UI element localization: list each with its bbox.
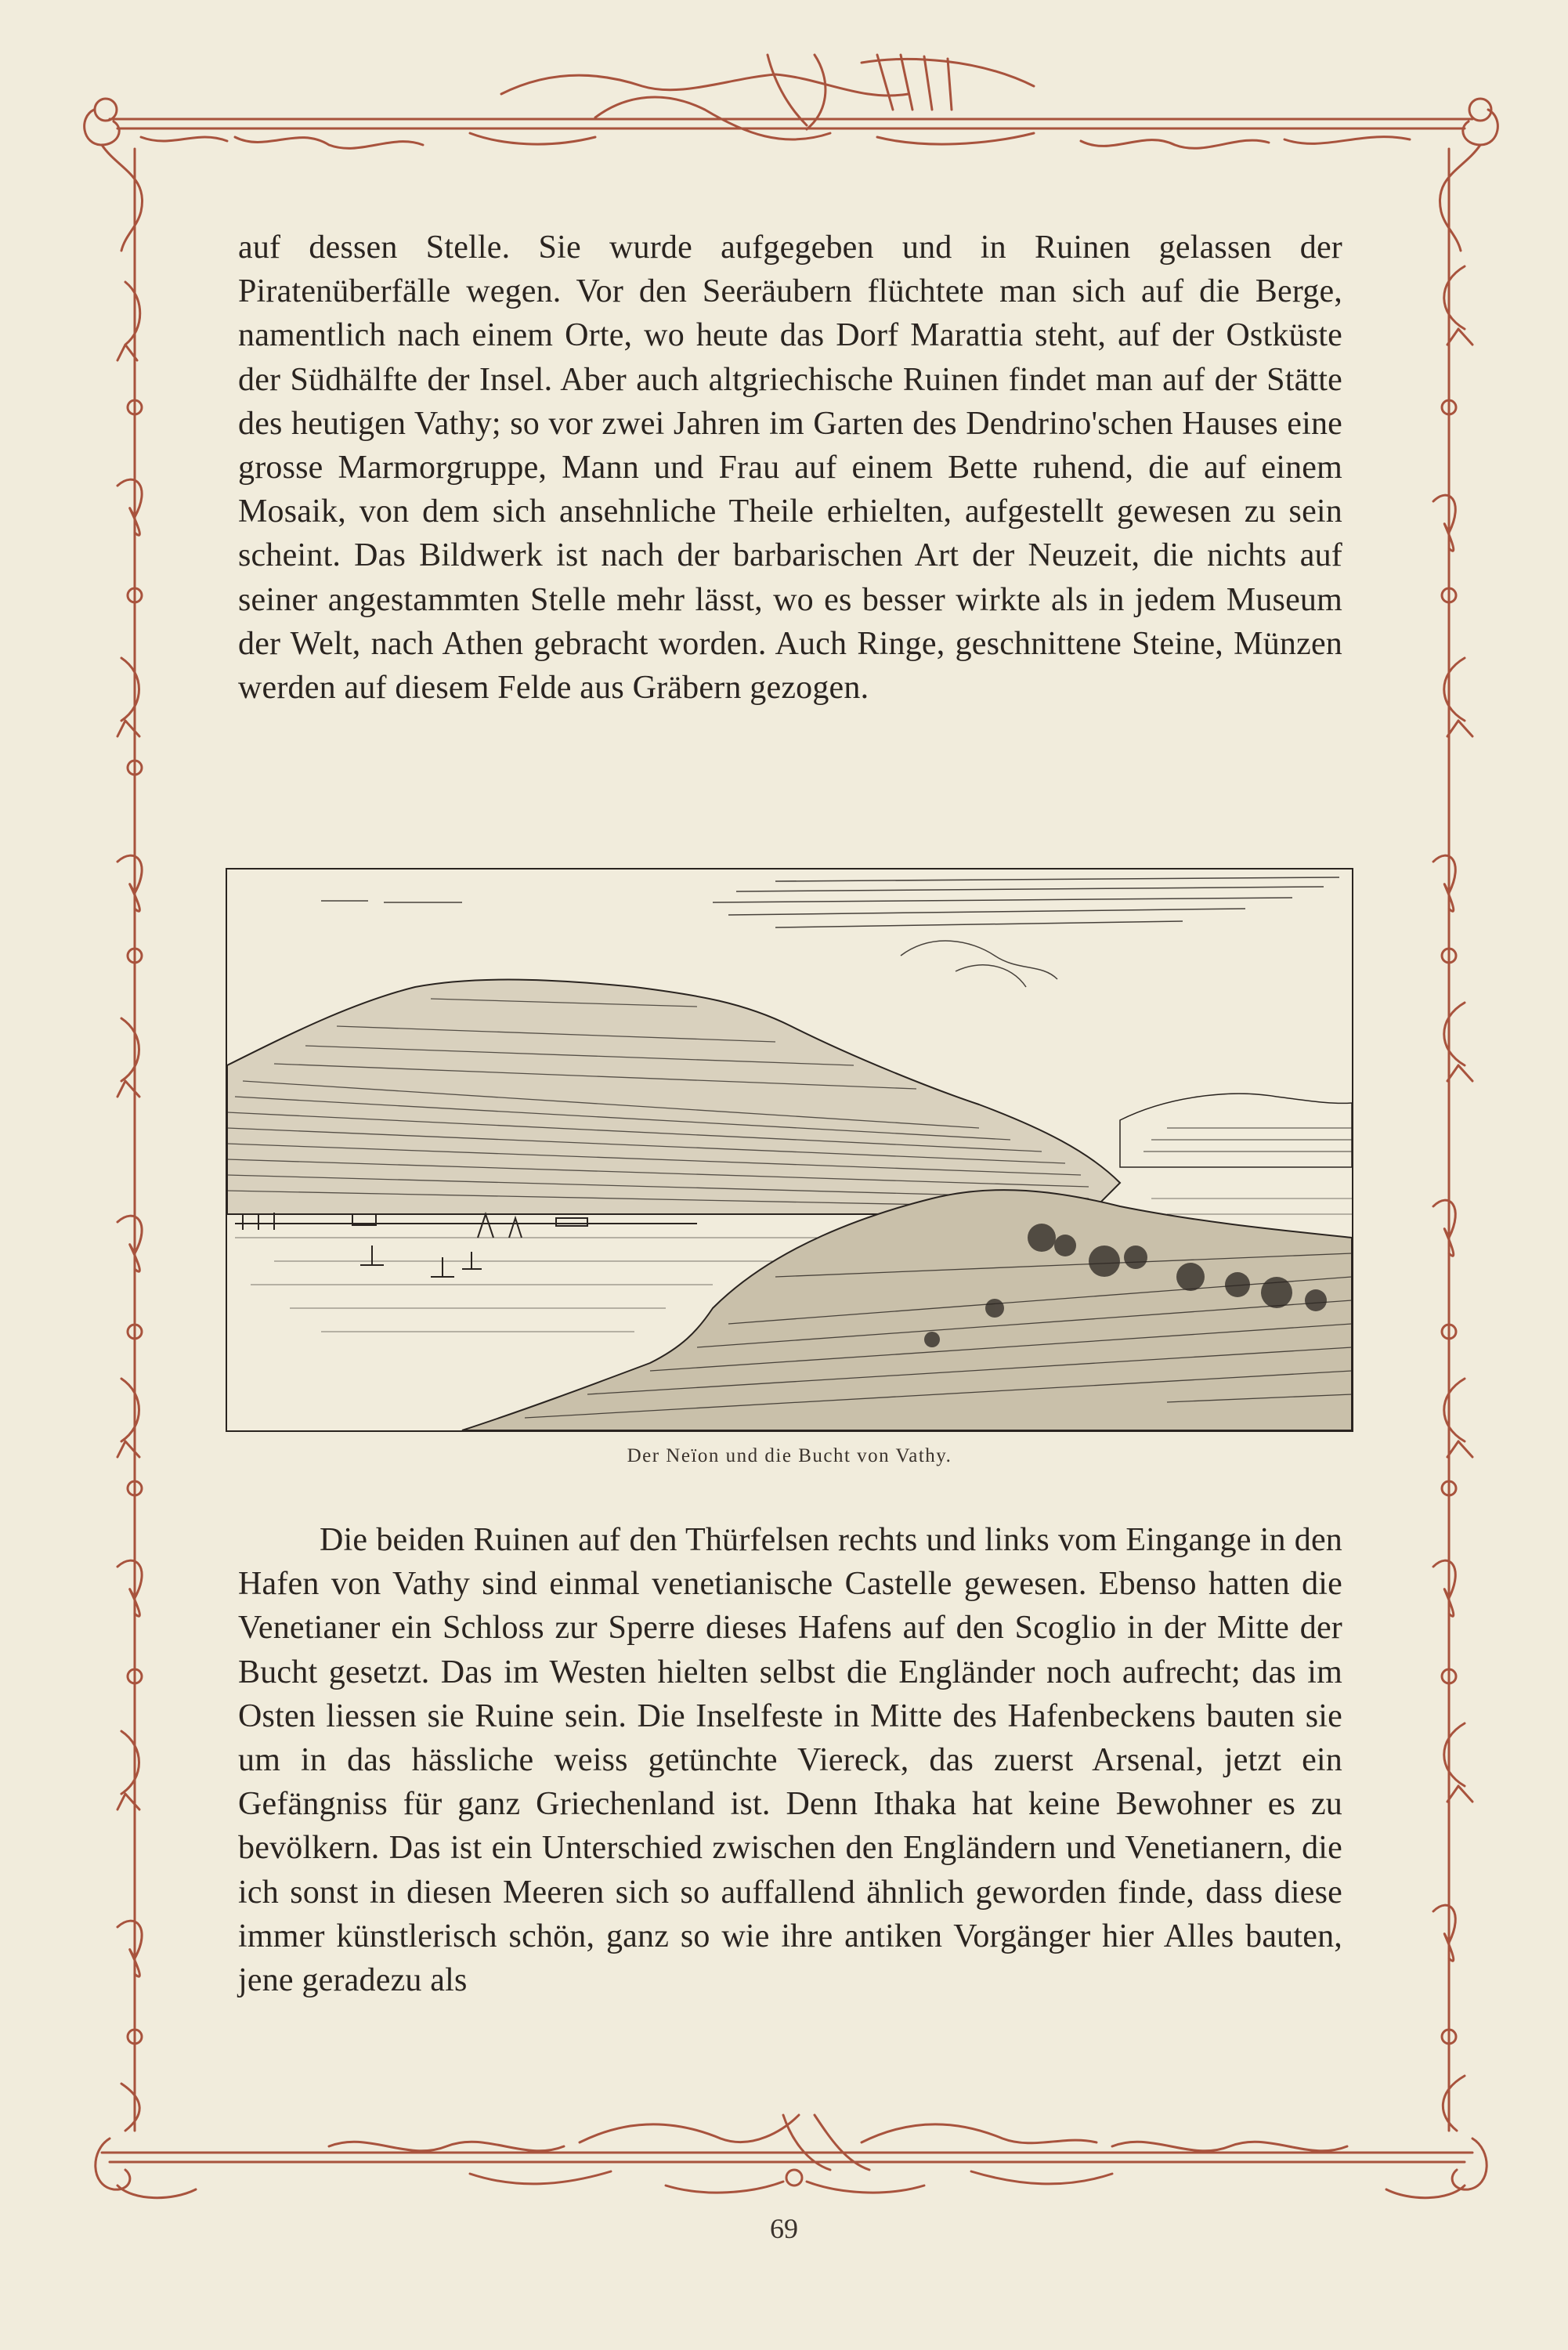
body-paragraph-bottom [238,1518,1342,2002]
paragraph-text: Die beiden Ruinen auf den Thürfelsen rechts und links vom Eingange in den Hafen von Vathy sind einmal venetianische Castelle gewesen. Ebenso hatten die Venetianer ein Schloss zur Sperre dieses Hafens auf den Scoglio in der Mitte der Bucht gesetzt. Das im Westen hielten selbst die Engländer noch aufrecht; das im Osten liessen sie Ruine sein. Die Inselfeste in Mitte des Hafenbeckens bauten sie um in das hässliche weiss getünchte Viereck, das zuerst Arsenal, jetzt ein Gefängniss für ganz Griechenland ist. Denn Ithaka hat keine Bewohner es zu bevölkern. Das ist ein Unterschied zwischen den Engländern und Venetianern, die ich sonst in diesen Meeren sich so auffallend ähnlich geworden finde, dass diese immer künstlerisch schön, ganz so wie ihre antiken Vorgänger hier Alles bauten, jene geradezu als [238,1522,1342,1999]
figure-caption: Der Neïon und die Bucht von Vathy. [627,1445,952,1466]
body-paragraph-top [238,226,1342,710]
page-number: 69 [770,2213,798,2244]
paragraph-text: auf dessen Stelle. Sie wurde aufgegeben und in Ruinen gelassen der Piratenüberfälle wegen. Vor den Seeräubern flüchtete man sich auf die Berge, namentlich nach einem Orte, wo heute das Dorf Marattia steht, auf der Ostküste der Südhälfte der Insel. Aber auch altgriechische Ruinen findet man auf der Stätte des heutigen Vathy; so vor zwei Jahren im Garten des Dendrino'schen Hauses eine grosse Marmorgruppe, Mann und Frau auf einem Bette ruhend, die auf einem Mosaik, von dem sich ansehnliche Theile erhielten, aufgestellt gewesen zu sein scheint. Das Bildwerk ist nach der barbarischen Art der Neuzeit, die nichts auf seiner angestammten Stelle mehr lässt, wo es besser wirkte als in jedem Museum der Welt, nach Athen gebracht worden. Auch Ringe, geschnittene Steine, Münzen werden auf diesem Felde aus Gräbern gezogen. [238,230,1342,707]
landscape-engraving [226,868,1353,1432]
engraving-illustration [227,870,1352,1430]
